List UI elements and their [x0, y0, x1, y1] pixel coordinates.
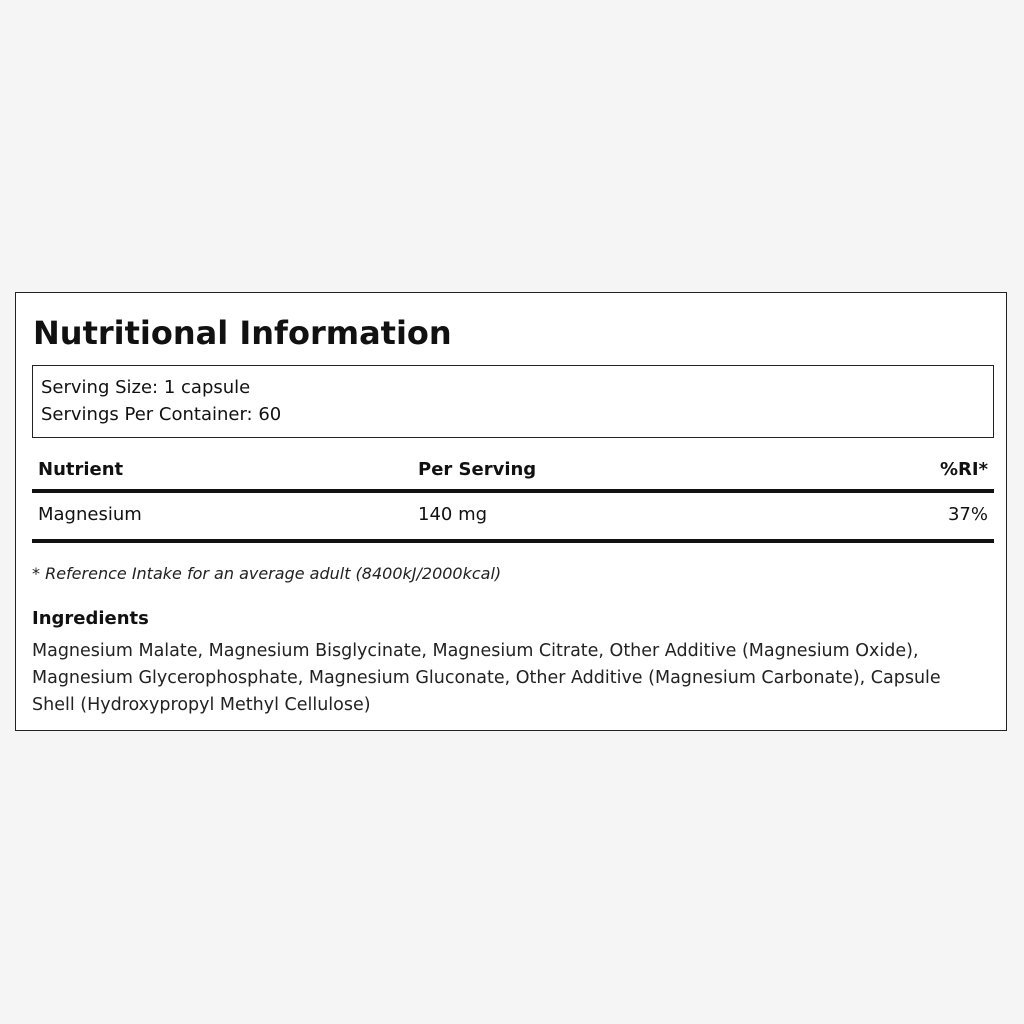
row-ri: 37%	[947, 504, 988, 525]
header-per-serving: Per Serving	[418, 459, 537, 480]
header-ri: %RI*	[939, 459, 988, 480]
table-row	[32, 488, 994, 532]
nutrition-panel	[15, 292, 1007, 731]
panel-title: Nutritional Information	[33, 314, 452, 352]
serving-info-box	[32, 365, 994, 438]
servings-per-container: Servings Per Container: 60	[41, 404, 282, 425]
table-bottom-divider	[32, 539, 994, 543]
header-nutrient: Nutrient	[38, 459, 124, 480]
reference-intake-footnote: * Reference Intake for an average adult (8400kJ/2000kcal)	[32, 564, 502, 583]
header-divider	[32, 489, 994, 493]
ingredients-list: Magnesium Malate, Magnesium Bisglycinate, Magnesium Citrate, Other Additive (Magnesium Oxide), Magnesium Glycerophosphate, Magnesium Gluconate, Other Additive (Magnesium Carbonate), Capsule Shell (Hydroxypropyl Methyl Cellulose)	[32, 641, 941, 715]
ingredients-heading: Ingredients	[32, 608, 149, 629]
row-per-serving: 140 mg	[418, 504, 488, 525]
row-nutrient: Magnesium	[38, 504, 142, 525]
serving-size: Serving Size: 1 capsule	[41, 377, 251, 398]
table-header-row	[32, 453, 994, 488]
